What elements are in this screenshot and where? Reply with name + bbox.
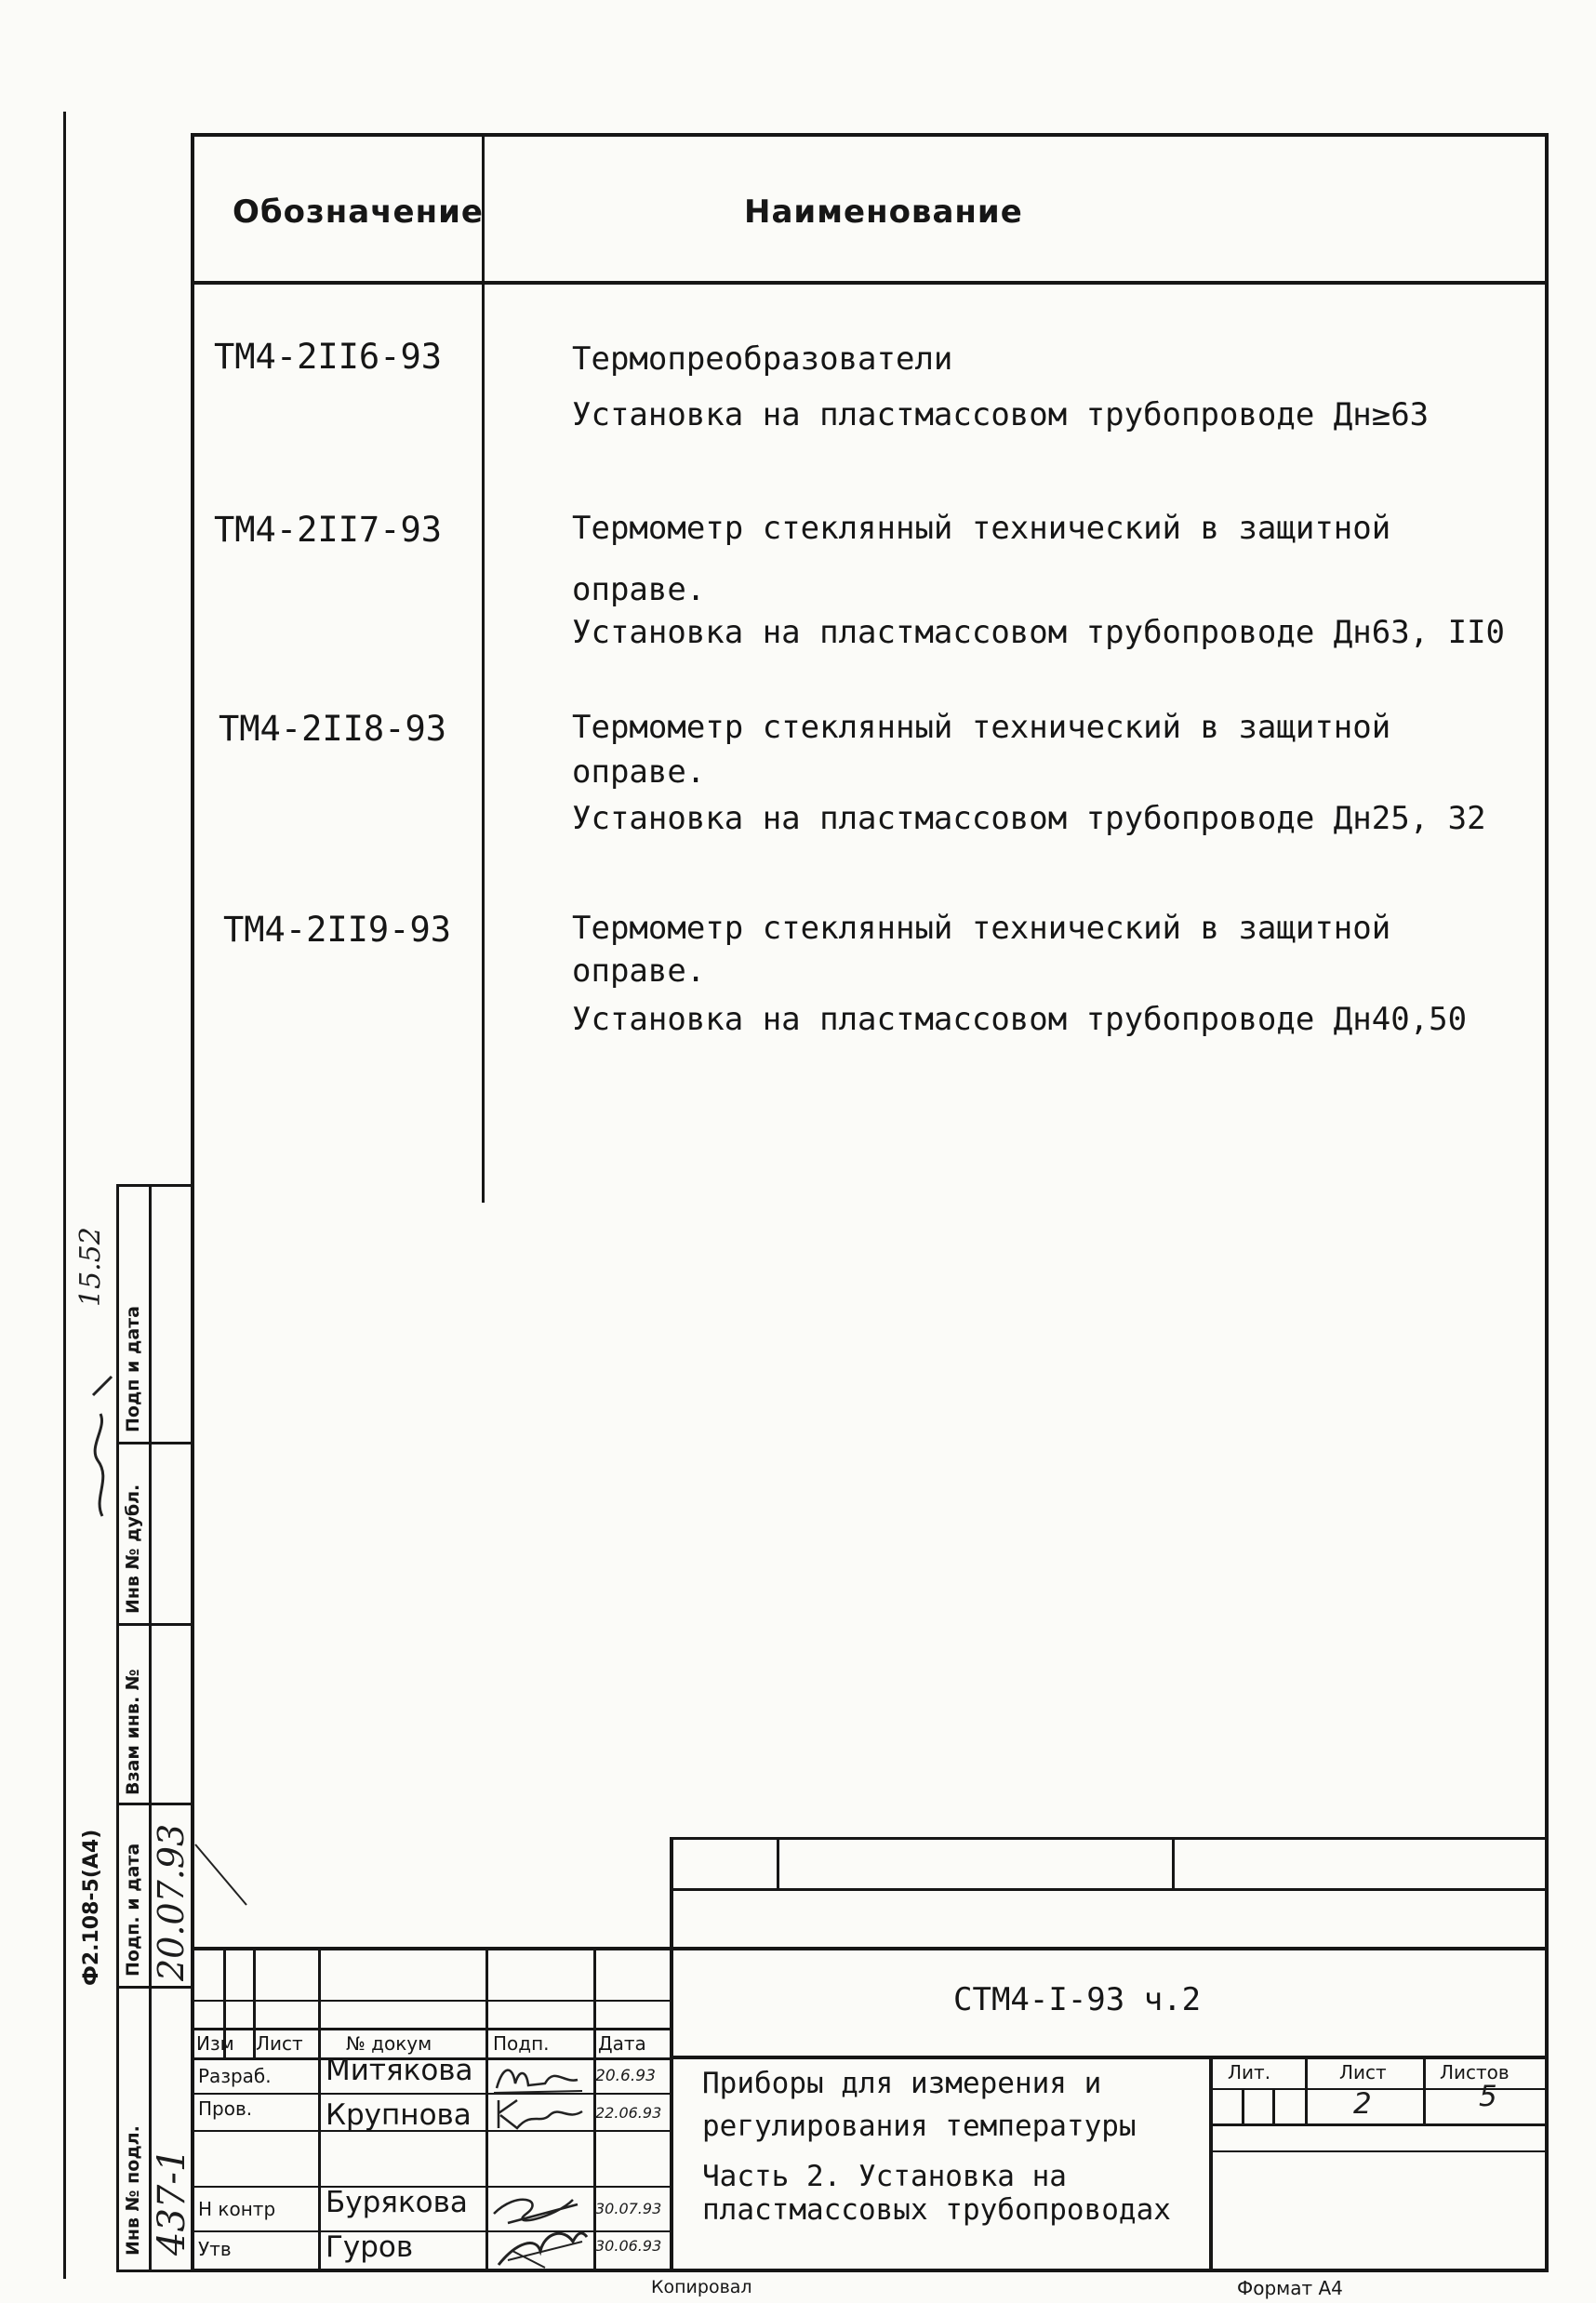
tb-person-name: Митякова [326, 2054, 473, 2087]
tb-person-name: Гуров [326, 2230, 414, 2264]
side-label-inv-orig: Инв № подл. [123, 2125, 143, 2256]
tb-row [191, 2093, 670, 2095]
row-name-line: Установка на пластмассовом трубопроводе Дн63, II0 [572, 614, 1506, 651]
tb-row [191, 2230, 670, 2232]
side-strip-row-line [116, 1986, 191, 1989]
tb-col-sheet: Лист [256, 2032, 303, 2055]
row-code: ТМ4-2II7-93 [214, 510, 443, 550]
side-label-sign-date: Подп. и дата [123, 1843, 143, 1977]
tb-col-sign: Подп. [493, 2032, 550, 2055]
tb-sheets-value: 5 [1479, 2080, 1497, 2113]
header-designation: Обозначение [233, 193, 484, 231]
tb-col-change: Изм [196, 2032, 234, 2055]
side-signature [74, 1339, 130, 1525]
tb-row [191, 2028, 670, 2030]
row-name-line: оправе. [572, 571, 706, 608]
tb-role: Пров. [198, 2097, 253, 2120]
tb-line [670, 1888, 1549, 1891]
column-divider [482, 133, 485, 1203]
side-label-sign-date-2: Подп и дата [123, 1306, 143, 1432]
tb-sheet-value: 2 [1353, 2087, 1372, 2121]
row-name-line: оправе. [572, 753, 706, 791]
tb-row [191, 2000, 670, 2002]
doc-title-line: Приборы для измерения и [702, 2067, 1102, 2100]
row-name-line: Установка на пластмассовом трубопроводе Дн25, 32 [572, 800, 1486, 837]
tb-line [191, 1947, 1549, 1950]
tb-col-date: Дата [598, 2032, 646, 2055]
tb-top-line [670, 1837, 1549, 1840]
side-label-replace-inv: Взам инв. № [123, 1669, 143, 1795]
doc-title-line: Часть 2. Установка на [702, 2160, 1067, 2193]
row-name-line: Термометр стеклянный технический в защитной [572, 709, 1391, 746]
signature [489, 2093, 592, 2135]
tb-role: Утв [198, 2238, 232, 2260]
row-name-line: оправе. [572, 952, 706, 990]
footer-copied: Копировал [651, 2277, 752, 2297]
tb-row [1209, 2150, 1549, 2152]
header-name: Наименование [744, 193, 1023, 231]
tb-lit-label: Лит. [1228, 2061, 1271, 2083]
row-code: ТМ4-2II8-93 [219, 709, 447, 749]
tb-vertical [1172, 1837, 1175, 1888]
left-margin-line [63, 112, 66, 2279]
tb-role: Разраб. [198, 2065, 272, 2087]
signature [489, 2056, 592, 2097]
handwritten-date-2: 15.52 [74, 1227, 107, 1307]
tb-vertical [670, 1837, 673, 2272]
side-label-inv-dup: Инв № дубл. [123, 1484, 143, 1614]
tb-person-name: Крупнова [326, 2098, 472, 2132]
side-slash-mark [191, 1840, 265, 1914]
header-separator [191, 281, 1549, 285]
handwritten-inv-number: 437-1 [151, 2148, 193, 2256]
signature [489, 2186, 592, 2274]
tb-vertical [1423, 2056, 1426, 2123]
document-designation: СТМ4-I-93 ч.2 [953, 1981, 1202, 2018]
tb-role: Н контр [198, 2198, 276, 2220]
drawing-frame [191, 133, 1549, 2272]
tb-date: 30.06.93 [595, 2237, 662, 2255]
tb-line [670, 2056, 1549, 2059]
tb-date: 30.07.93 [595, 2200, 662, 2217]
doc-title-line: регулирования температуры [702, 2110, 1137, 2143]
tb-date: 22.06.93 [595, 2104, 662, 2122]
tb-vertical [1272, 2088, 1275, 2123]
tb-col-docno: № докум [346, 2032, 432, 2055]
tb-row [1209, 2088, 1549, 2090]
row-name-line: Термометр стеклянный технический в защитной [572, 910, 1391, 947]
side-strip-row-line [116, 1803, 191, 1805]
doc-title-line: пластмассовых трубопроводах [702, 2193, 1171, 2227]
side-strip-row-line [116, 1623, 191, 1626]
tb-sheet-label: Лист [1339, 2061, 1387, 2083]
row-name-line: Установка на пластмассовом трубопроводе Дн40,50 [572, 1001, 1468, 1038]
side-strip-divider [149, 1184, 152, 2272]
tb-vertical [485, 1947, 488, 2272]
row-code: ТМ4-2II9-93 [223, 910, 452, 950]
tb-vertical [777, 1837, 779, 1888]
tb-vertical [1305, 2056, 1308, 2123]
footer-format: Формат А4 [1237, 2277, 1343, 2299]
form-code: Ф2.108-5(А4) [80, 1829, 103, 1986]
tb-vertical [318, 1947, 321, 2272]
tb-person-name: Бурякова [326, 2186, 468, 2219]
row-name-line: Термопреобразователи [572, 340, 953, 378]
tb-vertical [1242, 2088, 1244, 2123]
row-code: ТМ4-2II6-93 [214, 337, 443, 377]
row-name-line: Установка на пластмассовом трубопроводе Дн≥63 [572, 396, 1430, 433]
row-name-line: Термометр стеклянный технический в защитной [572, 510, 1391, 547]
tb-sheets-label: Листов [1440, 2061, 1510, 2083]
tb-date: 20.6.93 [595, 2067, 656, 2085]
handwritten-date: 20.07.93 [151, 1823, 192, 1981]
tb-row [1209, 2123, 1549, 2126]
